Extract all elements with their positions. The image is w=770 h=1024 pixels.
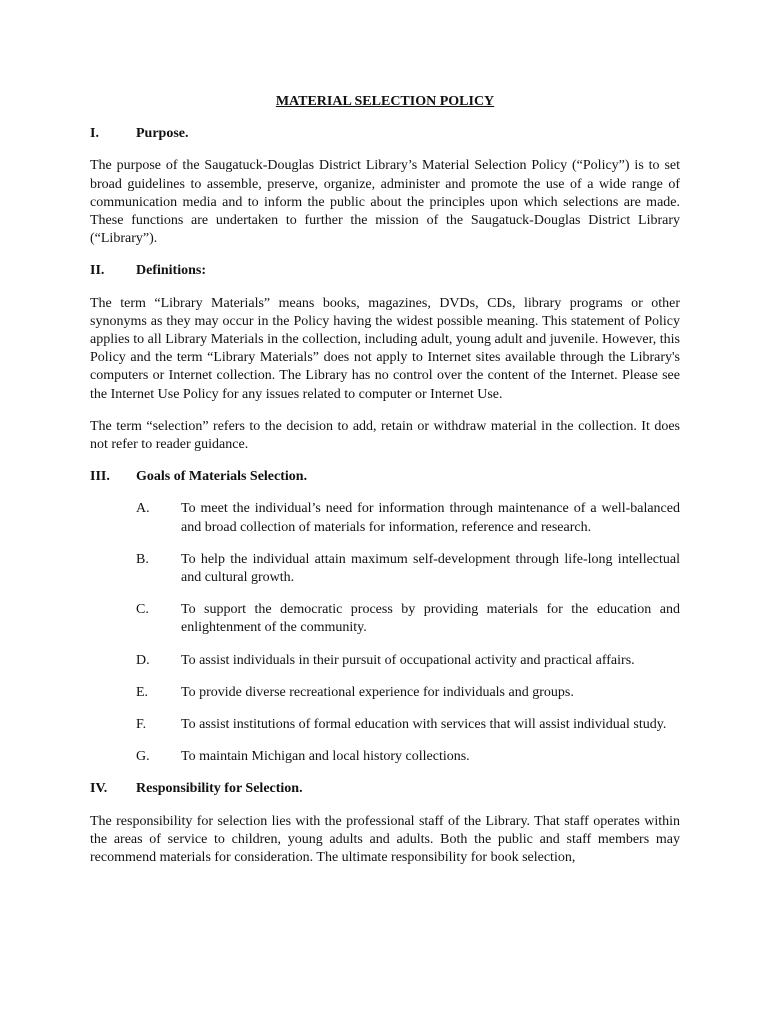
goal-text: To support the democratic process by providing materials for the education and enlightenment of the community.	[181, 602, 680, 636]
goal-text: To provide diverse recreational experience for individuals and groups.	[181, 684, 574, 700]
goal-text: To maintain Michigan and local history collections.	[181, 749, 470, 765]
section-title: Definitions:	[136, 263, 206, 279]
goal-item	[90, 551, 680, 587]
goal-item	[90, 716, 680, 734]
goal-letter: B.	[136, 551, 149, 567]
goal-item	[90, 684, 680, 702]
goal-text: To help the individual attain maximum self-development through life-long intellectual and cultural growth.	[181, 551, 680, 586]
section-heading-purpose	[90, 125, 680, 143]
document-title: MATERIAL SELECTION POLICY	[275, 94, 495, 109]
section-title: Responsibility for Selection.	[136, 781, 303, 797]
goal-item	[90, 500, 680, 536]
goal-text: To assist individuals in their pursuit of occupational activity and practical affairs.	[181, 652, 635, 668]
section-heading-goals	[90, 468, 680, 486]
definitions-paragraph-selection: The term “selection” refers to the decision to add, retain or withdraw material in the collection. It does not refer to reader guidance.	[90, 418, 680, 453]
section-heading-responsibility	[90, 780, 680, 798]
goal-letter: D.	[136, 652, 150, 668]
responsibility-paragraph: The responsibility for selection lies with the professional staff of the Library. That staff operates within the areas of service to children, young adults and adults. Both the public and staff members may recommend materials for consideration. The ultimate responsibility for book selection,	[90, 813, 680, 866]
goal-item	[90, 601, 680, 637]
section-number: III.	[90, 469, 110, 485]
document-page	[90, 93, 680, 881]
definitions-paragraph-library-materials: The term “Library Materials” means books, magazines, DVDs, CDs, library programs or other synonyms as they may occur in the Policy having the widest possible meaning. This statement of Policy applies to all Library Materials in the collection, including adult, young adult and juvenile. However, this Policy and the term “Library Materials” does not apply to Internet sites available through the Library's computers or Internet collection. The Library has no control over the content of the Internet. Please see the Internet Use Policy for any issues related to computer or Internet Use.	[90, 295, 680, 402]
goals-list	[90, 500, 680, 766]
goal-letter: C.	[136, 602, 149, 618]
section-number: I.	[90, 126, 99, 142]
section-number: II.	[90, 263, 105, 279]
goal-letter: G.	[136, 749, 150, 765]
goal-item	[90, 748, 680, 766]
goal-text: To assist institutions of formal education with services that will assist individual study.	[181, 717, 667, 733]
goal-letter: F.	[136, 717, 147, 733]
purpose-paragraph: The purpose of the Saugatuck-Douglas District Library’s Material Selection Policy (“Policy”) is to set broad guidelines to assemble, preserve, organize, administer and promote the use of a wide range of communication media and to inform the public about the principles upon which selections are made. These functions are undertaken to further the mission of the Saugatuck-Douglas District Library (“Library”).	[90, 158, 680, 247]
section-number: IV.	[90, 781, 108, 797]
goal-text: To meet the individual’s need for information through maintenance of a well-balanced and broad collection of materials for information, reference and research.	[181, 501, 680, 535]
section-heading-definitions	[90, 262, 680, 280]
goal-letter: A.	[136, 501, 150, 517]
section-title: Goals of Materials Selection.	[136, 469, 308, 485]
goal-item	[90, 652, 680, 670]
section-title: Purpose.	[136, 126, 189, 142]
goal-letter: E.	[136, 684, 149, 700]
